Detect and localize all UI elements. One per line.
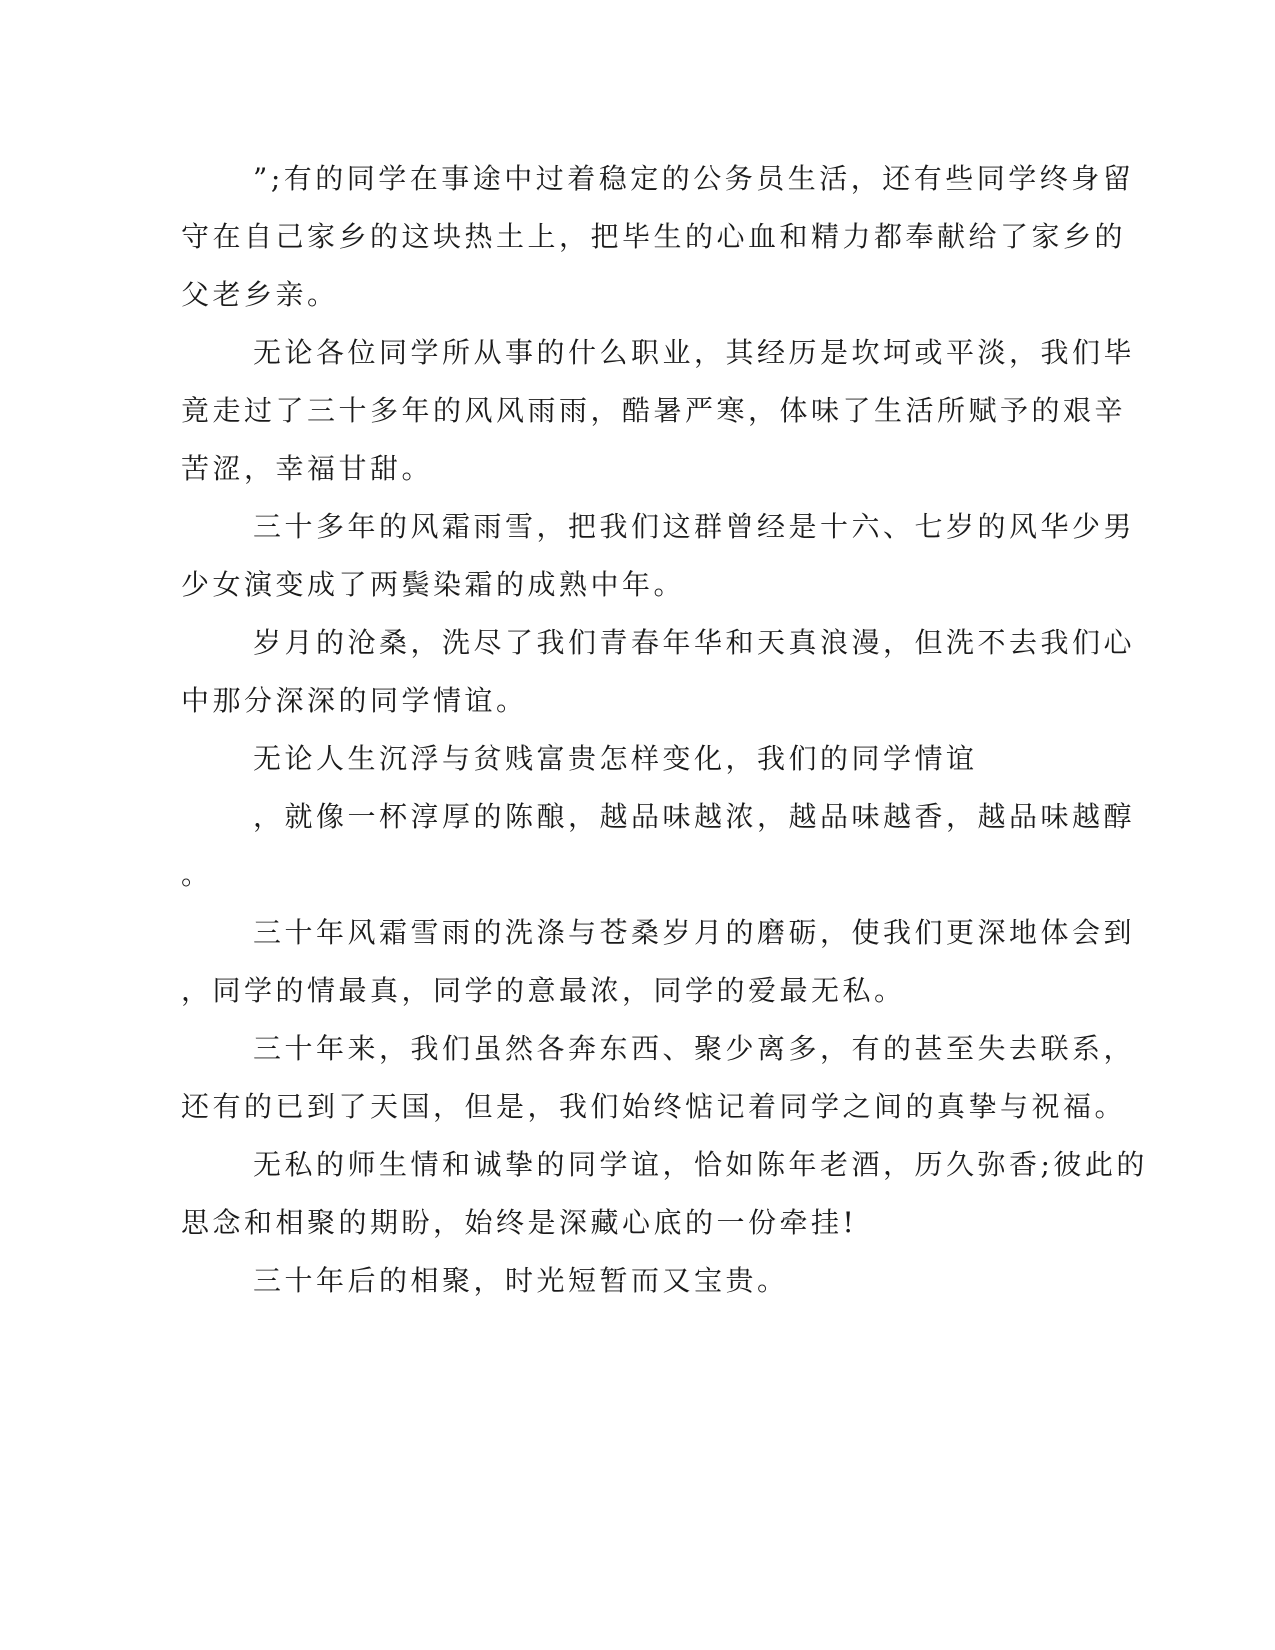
text-line: ，就像一杯淳厚的陈酿，越品味越浓，越品味越香，越品味越醇 — [253, 800, 1136, 833]
document-body — [181, 150, 1148, 1310]
paragraph — [181, 1136, 1148, 1252]
text-line: 守在自己家乡的这块热土上，把毕生的心血和精力都奉献给了家乡的 — [181, 220, 1127, 253]
text-line: 还有的已到了天国，但是，我们始终惦记着同学之间的真挚与祝福。 — [181, 1090, 1127, 1123]
text-line: 苦涩，幸福甘甜。 — [181, 452, 434, 485]
text-line: 无论各位同学所从事的什么职业，其经历是坎坷或平淡，我们毕 — [253, 336, 1136, 369]
text-line: 三十年后的相聚，时光短暂而又宝贵。 — [253, 1264, 789, 1297]
text-line: 无论人生沉浮与贫贱富贵怎样变化，我们的同学情谊 — [253, 742, 978, 775]
text-line: 三十多年的风霜雨雪，把我们这群曾经是十六、七岁的风华少男 — [253, 510, 1136, 543]
text-line: 少女演变成了两鬓染霜的成熟中年。 — [181, 568, 686, 601]
paragraph — [181, 1252, 1041, 1310]
text-line: 三十年风霜雪雨的洗涤与苍桑岁月的磨砺，使我们更深地体会到 — [253, 916, 1136, 949]
text-line: 三十年来，我们虽然各奔东西、聚少离多，有的甚至失去联系， — [253, 1032, 1136, 1065]
text-line: 岁月的沧桑，洗尽了我们青春年华和天真浪漫，但洗不去我们心 — [253, 626, 1136, 659]
text-line: 。 — [181, 858, 213, 891]
paragraph — [181, 498, 1136, 614]
text-line: ”;有的同学在事途中过着稳定的公务员生活，还有些同学终身留 — [253, 162, 1135, 195]
text-line: ，同学的情最真，同学的意最浓，同学的爱最无私。 — [181, 974, 906, 1007]
paragraph — [181, 788, 1136, 904]
paragraph — [181, 1020, 1136, 1136]
text-line: 思念和相聚的期盼，始终是深藏心底的一份牵挂! — [181, 1206, 858, 1239]
text-line: 父老乡亲。 — [181, 278, 339, 311]
text-line: 中那分深深的同学情谊。 — [181, 684, 528, 717]
paragraph — [181, 324, 1136, 498]
paragraph — [181, 730, 1041, 788]
text-line: 无私的师生情和诚挚的同学谊，恰如陈年老酒，历久弥香;彼此的 — [253, 1148, 1148, 1181]
paragraph — [181, 614, 1136, 730]
text-line: 竟走过了三十多年的风风雨雨，酷暑严寒，体味了生活所赋予的艰辛 — [181, 394, 1127, 427]
paragraph — [181, 904, 1136, 1020]
paragraph — [181, 150, 1135, 324]
